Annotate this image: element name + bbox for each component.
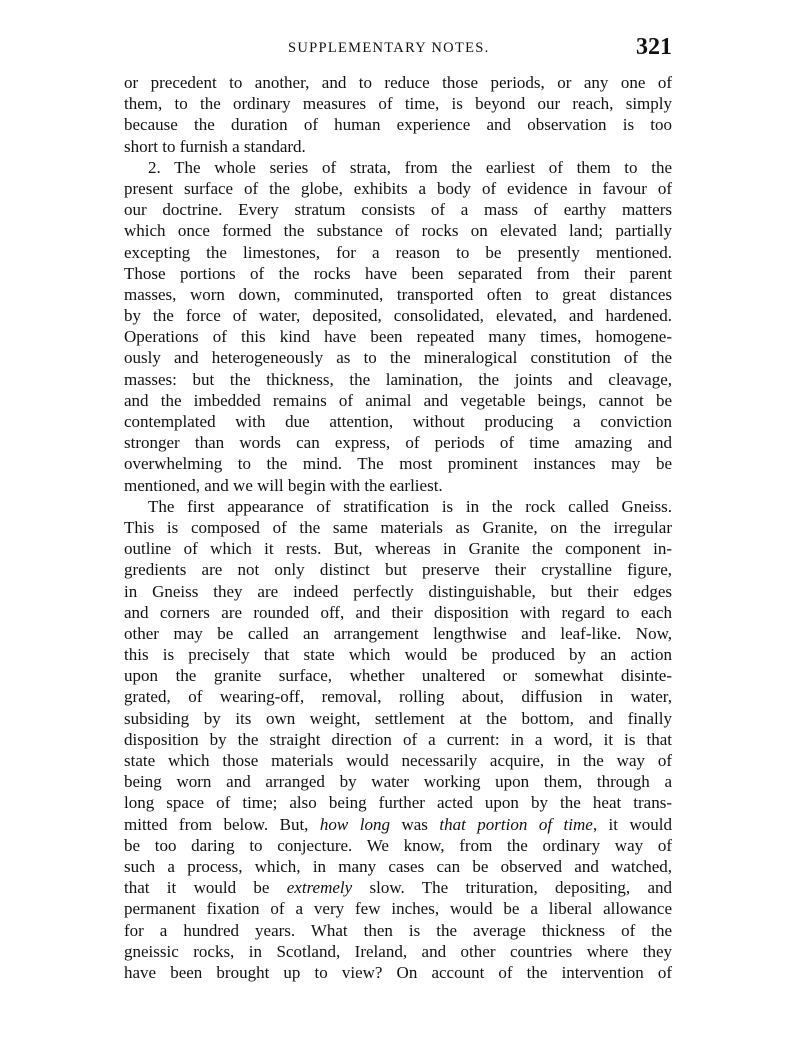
text-line: state which those materials would necessarily acquire, in the way of (124, 751, 672, 770)
running-head: SUPPLEMENTARY NOTES. (288, 40, 490, 56)
text-line: masses, worn down, comminuted, transported often to great distances (124, 284, 672, 304)
text-line: other may be called an arrangement lengthwise and leaf-like. Now, (124, 623, 672, 643)
text-line: being worn and arranged by water working upon them, through a (124, 772, 672, 792)
paragraph-start-line: The first appearance of stratification is in the rock called Gneiss. (148, 496, 672, 516)
italic-phrase: extremely (286, 878, 353, 898)
text-line (124, 877, 672, 898)
text-line: gneissic rocks, in Scotland, Ireland, and other countries where they (124, 941, 672, 961)
text-run: mitted from below. But, (124, 814, 320, 834)
text-line: this is precisely that state which would be produced by an action (124, 645, 672, 665)
text-line: grated, of wearing-off, removal, rolling about, diffusion in water, (124, 687, 672, 707)
text-line: for a hundred years. What then is the average thickness of the (124, 920, 672, 940)
text-line: upon the granite surface, whether unaltered or somewhat disinte- (124, 666, 672, 686)
text-line: because the duration of human experience and observation is too (124, 115, 672, 135)
body-text (124, 72, 672, 983)
text-line (124, 814, 672, 835)
text-line: This is composed of the same materials as Granite, on the irregular (124, 517, 672, 537)
text-line: them, to the ordinary measures of time, is beyond our reach, simply (124, 94, 672, 114)
text-line: disposition by the straight direction of a current: in a word, it is that (124, 729, 672, 749)
text-line: our doctrine. Every stratum consists of a mass of earthy matters (124, 200, 672, 220)
page-header (124, 34, 672, 70)
text-line: masses: but the thickness, the lamination, the joints and cleavage, (124, 369, 672, 389)
text-line: mentioned, and we will begin with the earliest. (124, 475, 443, 495)
text-line: be too daring to conjecture. We know, from the ordinary way of (124, 835, 672, 855)
text-line: excepting the limestones, for a reason to be presently mentioned. (124, 242, 672, 262)
text-line: Those portions of the rocks have been separated from their parent (124, 263, 672, 283)
text-line: short to furnish a standard. (124, 136, 306, 156)
text-line: in Gneiss they are indeed perfectly distinguishable, but their edges (124, 581, 672, 601)
text-line: gredients are not only distinct but preserve their crystalline figure, (124, 560, 672, 580)
text-line: and corners are rounded off, and their disposition with regard to each (124, 602, 672, 622)
paragraph-start-line: 2. The whole series of strata, from the earliest of them to the (148, 157, 672, 177)
text-line: by the force of water, deposited, consolidated, elevated, and hardened. (124, 306, 672, 326)
text-line: such a process, which, in many cases can be observed and watched, (124, 856, 672, 876)
text-line: subsiding by its own weight, settlement at the bottom, and finally (124, 708, 672, 728)
text-line: have been brought up to view? On account of the intervention of (124, 962, 672, 982)
text-line: overwhelming to the mind. The most prominent instances may be (124, 454, 672, 474)
text-line: contemplated with due attention, without producing a conviction (124, 412, 672, 431)
text-run: slow. The trituration, depositing, and (352, 878, 673, 898)
text-line: or precedent to another, and to reduce those periods, or any one of (124, 73, 672, 92)
italic-phrase: that portion of time (439, 814, 593, 834)
text-line: present surface of the globe, exhibits a body of evidence in favour of (124, 178, 672, 198)
text-line: stronger than words can express, of periods of time amazing and (124, 433, 672, 453)
text-run: was (389, 814, 440, 834)
page-number: 321 (636, 34, 672, 60)
text-line: Operations of this kind have been repeated many times, homogene- (124, 327, 672, 347)
text-line: permanent fixation of a very few inches, would be a liberal allowance (124, 899, 672, 919)
text-line: outline of which it rests. But, whereas in Granite the component in- (124, 539, 672, 559)
text-run: that it would be (124, 878, 287, 898)
text-run: , it would (592, 814, 672, 834)
italic-phrase: how long (319, 814, 390, 834)
text-line: and the imbedded remains of animal and vegetable beings, cannot be (124, 390, 672, 410)
text-line: which once formed the substance of rocks on elevated land; partially (124, 221, 672, 241)
text-line: long space of time; also being further acted upon by the heat trans- (124, 793, 672, 813)
text-line: ously and heterogeneously as to the mineralogical constitution of the (124, 348, 672, 368)
